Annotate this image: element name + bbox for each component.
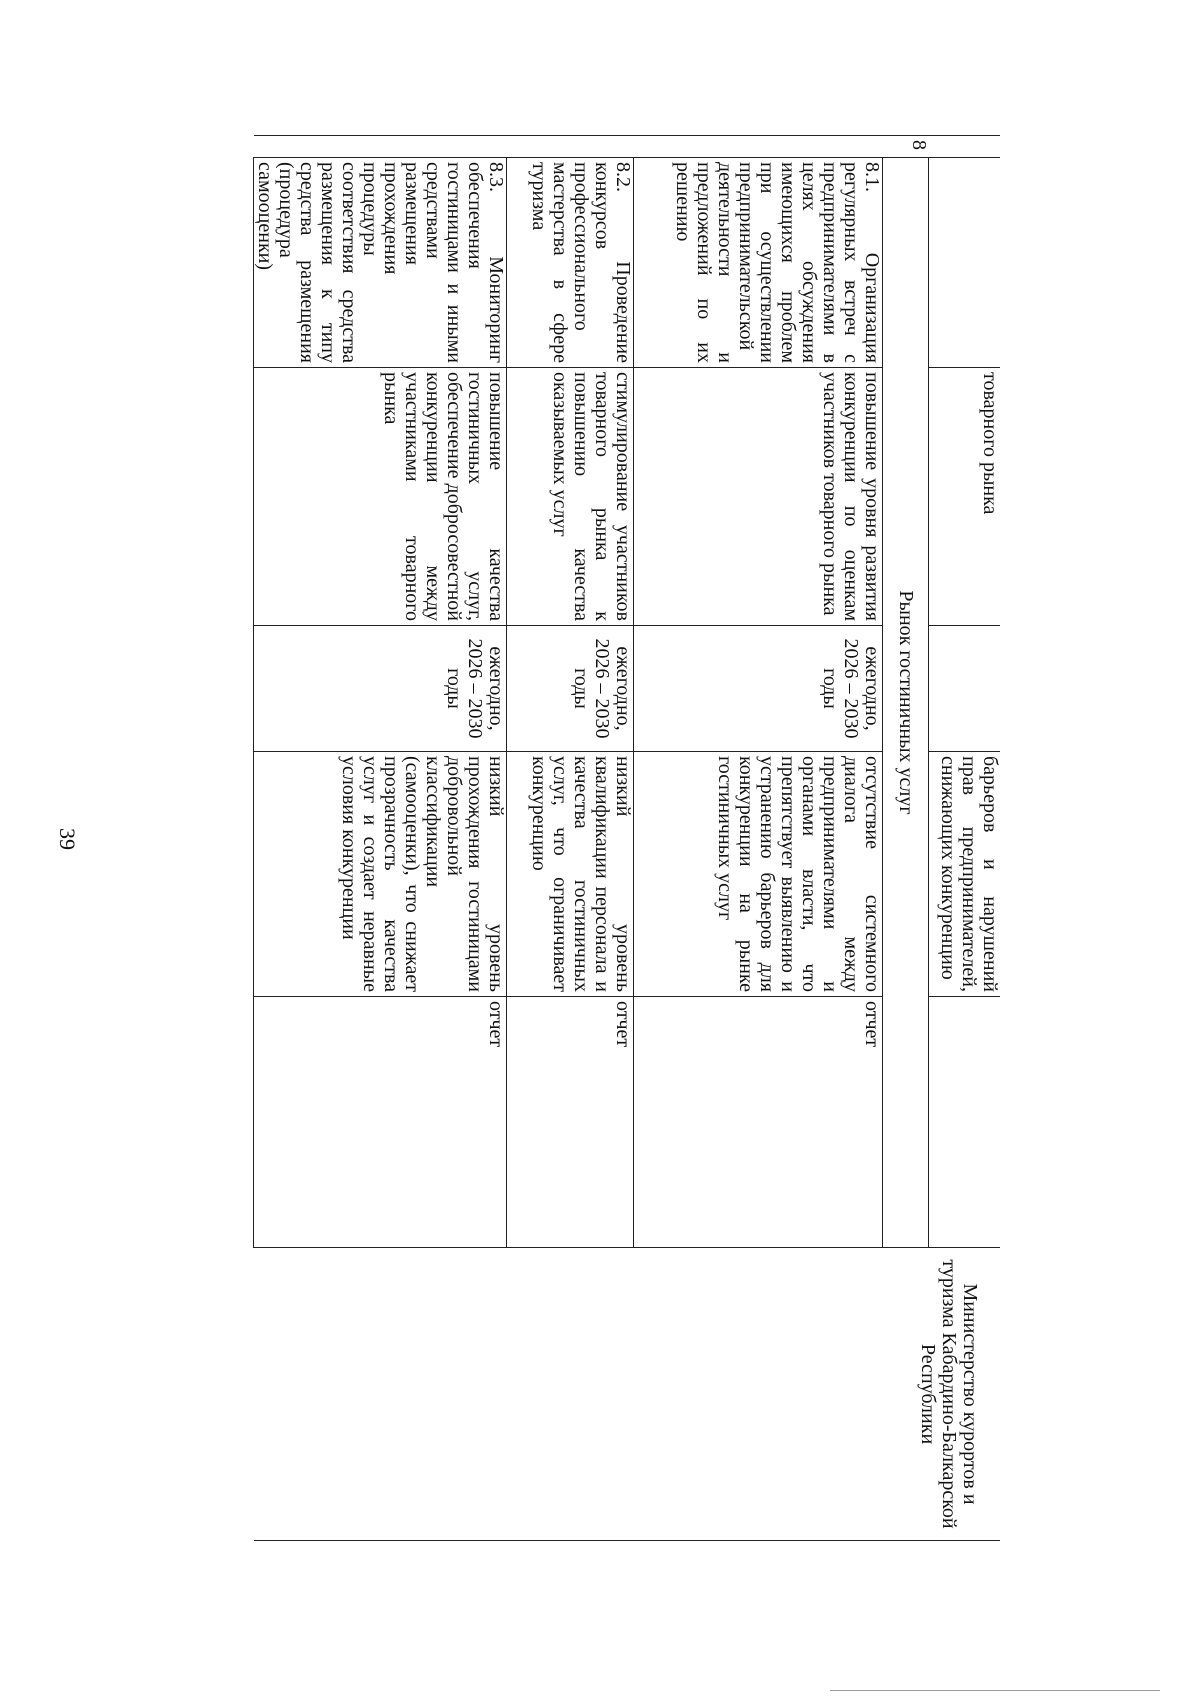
- document-cell: отчет: [254, 997, 507, 1248]
- problem-cell: низкий уровень квалификации персонала и качества гостиничных услуг, что ограничивает конкуренцию: [507, 752, 634, 997]
- document-cell: отчет: [634, 997, 883, 1248]
- section-title: Рынок гостиничных услуг: [883, 158, 929, 1248]
- period-cell: ежегодно, 2026 – 2030 годы: [634, 626, 883, 752]
- period-cell: ежегодно, 2026 – 2030 годы: [507, 626, 634, 752]
- problem-header-cell: барьеров и нарушений прав предпринимателей, снижающих конкуренцию: [929, 752, 1000, 997]
- result-cell: повышение уровня развития конкуренции по оценкам участников товарного рынка: [634, 368, 883, 626]
- document-cell: отчет: [507, 997, 634, 1248]
- problem-cell: отсутствие системного диалога между предпринимателями и органами власти, что препятствует выявлению и устранению барьеров для конкуренции на рынке гостиничных услуг: [634, 752, 883, 997]
- measure-cell: 8.1. Организация регулярных встреч с предпринимателями в целях обсуждения имеющихся проблем при осуществлении предпринимательской деятельности и предложений по их решению: [634, 158, 883, 368]
- result-cell: повышение качества гостиничных услуг, обеспечение добросовестной конкуренции между участниками товарного рынка: [254, 368, 507, 626]
- problem-cell: низкий уровень прохождения гостиницами добровольной классификации (самооценки), что снижает прозрачность качества услуг и создает неравные условия конкуренции: [254, 752, 507, 997]
- measures-table: [254, 135, 1001, 1541]
- period-cell: ежегодно, 2026 – 2030 годы: [254, 626, 507, 752]
- scan-edge-line: [830, 1690, 1160, 1691]
- continued-header-row: [929, 136, 1000, 1541]
- responsible-cell: Министерство курортов и туризма Кабардино-Балкарской Республики: [254, 1248, 1000, 1541]
- result-header-cell: товарного рынка: [929, 368, 1000, 626]
- rotated-table-page: [150, 135, 1000, 1695]
- measure-cell: 8.3. Мониторинг обеспечения гостиницами и иными средствами размещения прохождения процедуры соответствия средства размещения к типу средства размещения (процедура самооценки): [254, 158, 507, 368]
- page-number: 39: [55, 828, 80, 850]
- measure-cell: 8.2. Проведение конкурсов профессионального мастерства в сфере туризма: [507, 158, 634, 368]
- result-cell: стимулирование участников товарного рынка к повышению качества оказываемых услуг: [507, 368, 634, 626]
- section-number: 8: [254, 136, 929, 158]
